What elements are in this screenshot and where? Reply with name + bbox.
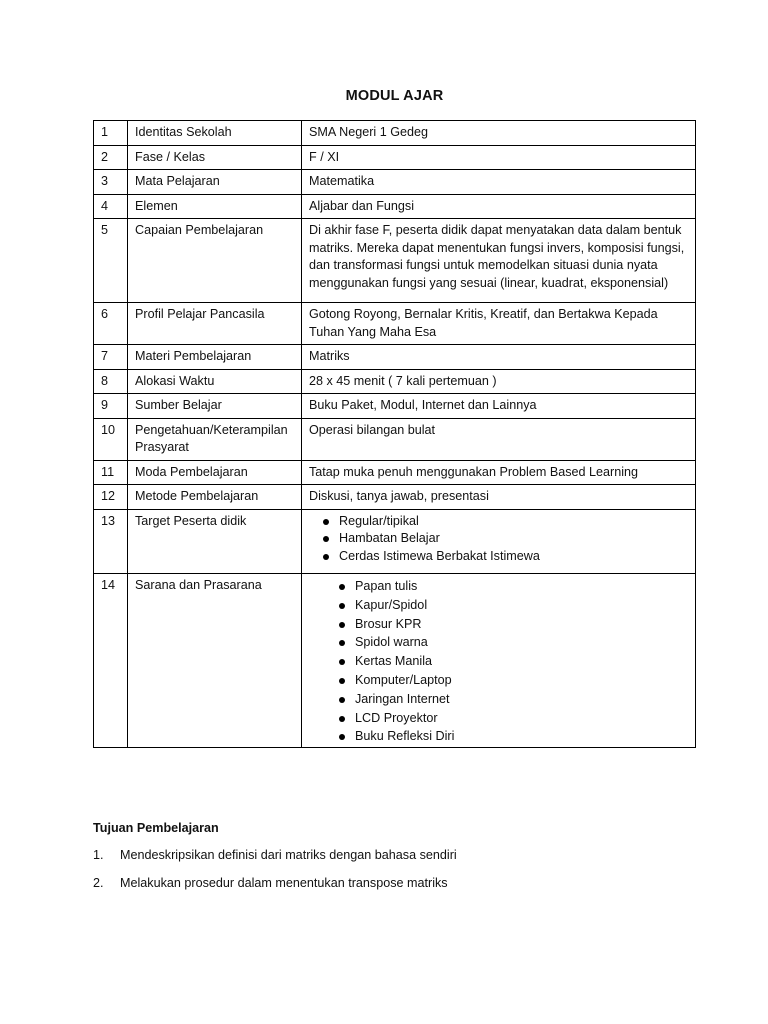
objective-number: 1. [93,848,104,862]
row-number: 1 [94,121,128,146]
list-item: Brosur KPR [309,615,689,634]
objective-item [93,875,696,892]
row-label: Materi Pembelajaran [128,345,302,370]
row-number: 10 [94,418,128,460]
table-row [94,418,696,460]
table-row [94,345,696,370]
row-number: 6 [94,303,128,345]
list-item: LCD Proyektor [309,709,689,728]
row-label: Fase / Kelas [128,145,302,170]
row-value: Aljabar dan Fungsi [302,194,696,219]
table-row [94,145,696,170]
objective-item [93,847,696,864]
row-number: 2 [94,145,128,170]
list-item: Kertas Manila [309,652,689,671]
table-row [94,394,696,419]
row-value: Buku Paket, Modul, Internet dan Lainnya [302,394,696,419]
row-number: 5 [94,219,128,303]
table-row [94,460,696,485]
row-label: Target Peserta didik [128,509,302,574]
section-title: Tujuan Pembelajaran [93,821,219,835]
row-label: Identitas Sekolah [128,121,302,146]
document-title: MODUL AJAR [345,88,444,104]
row-value: Diskusi, tanya jawab, presentasi [302,485,696,510]
list-item: Buku Refleksi Diri [309,727,689,746]
row-label: Sarana dan Prasarana [128,574,302,748]
sarana-prasarana-list [309,577,689,746]
list-item: Cerdas Istimewa Berbakat Istimewa [309,548,689,566]
list-item: Papan tulis [309,577,689,596]
row-value: Operasi bilangan bulat [302,418,696,460]
list-item: Regular/tipikal [309,513,689,531]
table-row [94,219,696,303]
table-row [94,170,696,195]
list-item: Jaringan Internet [309,690,689,709]
table-row [94,509,696,574]
row-label: Alokasi Waktu [128,369,302,394]
objective-text: Mendeskripsikan definisi dari matriks dengan bahasa sendiri [120,848,457,862]
row-number: 14 [94,574,128,748]
table-row [94,194,696,219]
row-number: 12 [94,485,128,510]
row-number: 4 [94,194,128,219]
table-row [94,369,696,394]
row-number: 9 [94,394,128,419]
table-row [94,574,696,748]
target-peserta-list [309,513,689,566]
objective-number: 2. [93,876,104,890]
row-number: 3 [94,170,128,195]
row-number: 11 [94,460,128,485]
row-label: Capaian Pembelajaran [128,219,302,303]
row-value: 28 x 45 menit ( 7 kali pertemuan ) [302,369,696,394]
list-item: Hambatan Belajar [309,530,689,548]
table-row [94,121,696,146]
row-value: SMA Negeri 1 Gedeg [302,121,696,146]
modul-table [93,120,696,748]
tujuan-pembelajaran-section [93,821,696,903]
row-value-list [302,574,696,748]
row-value: Tatap muka penuh menggunakan Problem Based Learning [302,460,696,485]
row-number: 8 [94,369,128,394]
row-value: F / XI [302,145,696,170]
row-label: Profil Pelajar Pancasila [128,303,302,345]
row-label: Pengetahuan/Keterampilan Prasyarat [128,418,302,460]
row-number: 7 [94,345,128,370]
row-value: Matriks [302,345,696,370]
row-label: Sumber Belajar [128,394,302,419]
table-row [94,303,696,345]
row-label: Mata Pelajaran [128,170,302,195]
list-item: Kapur/Spidol [309,596,689,615]
row-label: Metode Pembelajaran [128,485,302,510]
row-value: Matematika [302,170,696,195]
row-value-list [302,509,696,574]
list-item: Spidol warna [309,633,689,652]
row-number: 13 [94,509,128,574]
table-row [94,485,696,510]
list-item: Komputer/Laptop [309,671,689,690]
row-value: Di akhir fase F, peserta didik dapat menyatakan data dalam bentuk matriks. Mereka dapat menentukan fungsi invers, komposisi fungsi, dan transformasi fungsi untuk memodelkan situasi dunia nyata menggunakan fungsi yang sesuai (linear, kuadrat, eksponensial) [302,219,696,303]
row-label: Elemen [128,194,302,219]
row-value: Gotong Royong, Bernalar Kritis, Kreatif, dan Bertakwa Kepada Tuhan Yang Maha Esa [302,303,696,345]
objective-text: Melakukan prosedur dalam menentukan transpose matriks [120,876,448,890]
row-label: Moda Pembelajaran [128,460,302,485]
